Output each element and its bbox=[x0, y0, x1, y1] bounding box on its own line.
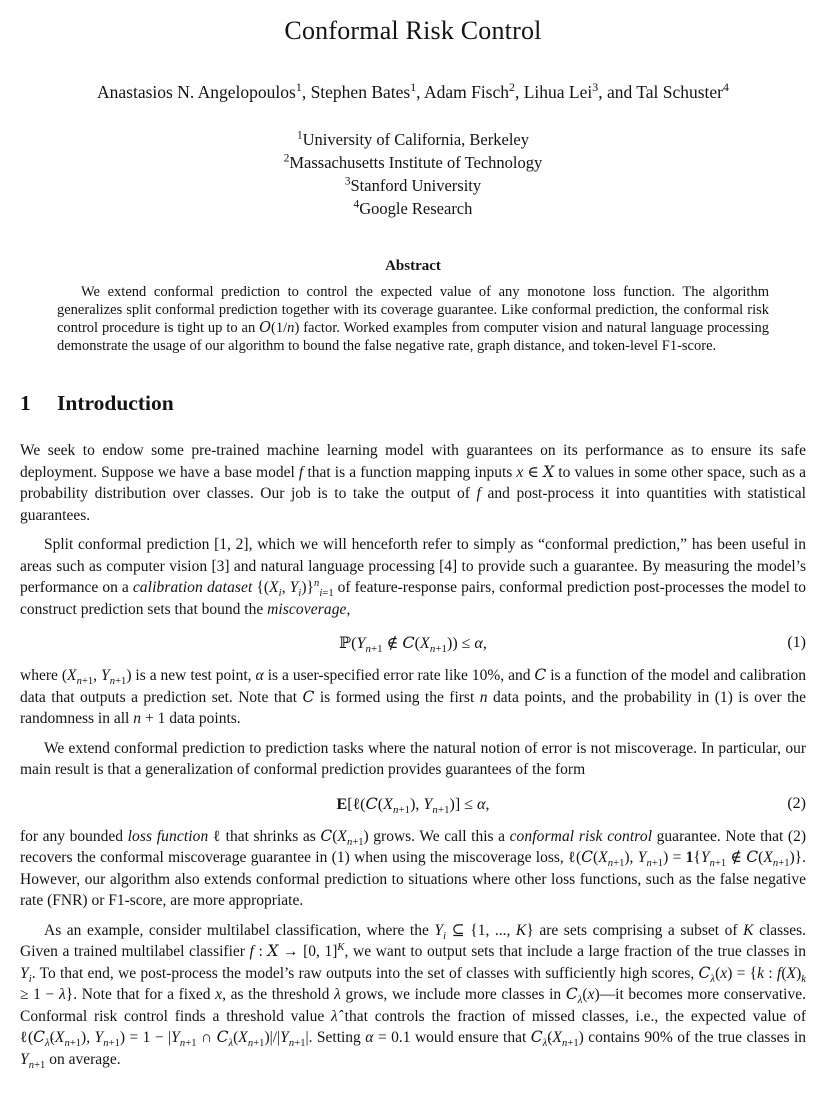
intro-paragraph-2: Split conformal prediction [1, 2], which we will henceforth refer to simply as “conformal prediction,” has been useful in areas such as computer vision [3] and natural language processing [4] to provide such a guarantee. By measuring the model’s performance on a calibration dataset {($X_i$, $Y_i)\}^n_{i=1}$ of feature-response pairs, conformal prediction post-processes the model to construct prediction sets that bound the miscoverage, bbox=[20, 536, 807, 618]
paper-title: Conformal Risk Control bbox=[284, 16, 542, 45]
equation-2 bbox=[20, 793, 806, 816]
affiliation-line-2: $^2$Massachusetts Institute of Technology bbox=[283, 152, 543, 172]
equation-2-number: (2) bbox=[787, 794, 806, 812]
abstract-text: We extend conformal prediction to control the expected value of any monotone loss function. The algorithm generalizes split conformal prediction together with its coverage guarantee. Like conformal prediction, the conformal risk control procedure is tight up to an O(1/n) factor. Worked examples from computer vision and natural language processing demonstrate the usage of our algorithm to bound the false negative rate, graph distance, and token-level F1-score. bbox=[57, 284, 769, 354]
intro-paragraph-5: for any bounded loss function ℓ that shrinks as $C(X_{n+1})$ grows. We call this a conformal risk control guarantee. Note that (2) recovers the conformal miscoverage guarantee in (1) when using the miscoverage loss, $\ell(C(X_{n+1})$, $Y_{n+1}) = 1\{Y_{n+1}$ ∉ $C(X_{n+1})$}. However, our algorithm also extends conformal prediction to situations where other loss functions, such as the false negative rate (FNR) or F1-score, are more appropriate. bbox=[20, 826, 806, 909]
intro-paragraph-6: As an example, consider multilabel classification, where the $Y_i$ ⊆ {1, ..., K} are sets comprising a subset of K classes. Given a trained multilabel classifier f : X → [0, 1]$^K$, we want to output sets that include a large fraction of the true classes in $Y_i$. To that end, we post-process the model’s raw outputs into the set of classes with sufficiently high scores, $C_\lambda(x) = \{k$ : $f(X)_k \ge 1 - \lambda$}. Note that for a fixed x, as the threshold λ grows, we include more classes in $C_\lambda(x)—it$ becomes more conservative. Conformal risk control finds a threshold value λ̂ that controls the fraction of missed classes, i.e., the expected value of $\ell(C_{\lambdâ}(X_{n+1})$, $Y_{n+1}) = 1 - |Y_{n+1}$ ∩ $C_\lambda(X_{n+1})|/|Y_{n+1}|$. Setting α = 0.1 would ensure that $C_{\lambdâ}(X_{n+1})$ contains 90% of the true classes in $Y_{n+1}$ on average. bbox=[20, 921, 807, 1071]
abstract-heading: Abstract bbox=[385, 258, 441, 274]
equation-1-body: $ℙ(Y_{n+1}$ ∉ $C(X_{n+1})) \le \alpha$, bbox=[339, 633, 487, 656]
affiliation-line-4: $^4$Google Research bbox=[353, 198, 473, 218]
authors-line: Anastasios N. Angelopoulos$^1$, Stephen Bates$^1$, Adam Fisch$^2$, Lihua Lei$^3$, and Tal Schuster$^4$ bbox=[97, 80, 729, 102]
intro-paragraph-4: We extend conformal prediction to prediction tasks where the natural notion of error is not miscoverage. In particular, our main result is that a generalization of conformal prediction provides guarantees of the form bbox=[20, 739, 806, 778]
section-heading-introduction bbox=[20, 391, 806, 416]
section-number: 1 bbox=[20, 391, 31, 415]
affiliation-line-1: $^1$University of California, Berkeley bbox=[297, 129, 529, 149]
section-title: Introduction bbox=[57, 391, 174, 415]
equation-1-number: (1) bbox=[787, 634, 806, 651]
intro-paragraph-3: where ($X_{n+1}$, $Y_{n+1}$) is a new test point, α is a user-specified error rate like 10%, and C is a function of the model and calibration data that outputs a prediction set. Note that C is formed using the first n data points, and the probability in (1) is over the randomness in all n + 1 data points. bbox=[20, 666, 807, 727]
affiliations-block bbox=[20, 128, 806, 220]
equation-2-body: $E[\ell(C(X_{n+1})$, $Y_{n+1})] \le \alpha$, bbox=[336, 793, 490, 816]
equation-1 bbox=[20, 632, 806, 655]
affiliation-line-3: $^3$Stanford University bbox=[344, 175, 482, 195]
intro-paragraph-1: We seek to endow some pre-trained machine learning model with guarantees on its performance as to ensure its safe deployment. Suppose we have a base model f that is a function mapping inputs x ∈ X to values in some other space, such as a probability distribution over classes. Our job is to take the output of f and post-process it into quantities with statistical guarantees. bbox=[20, 442, 806, 524]
